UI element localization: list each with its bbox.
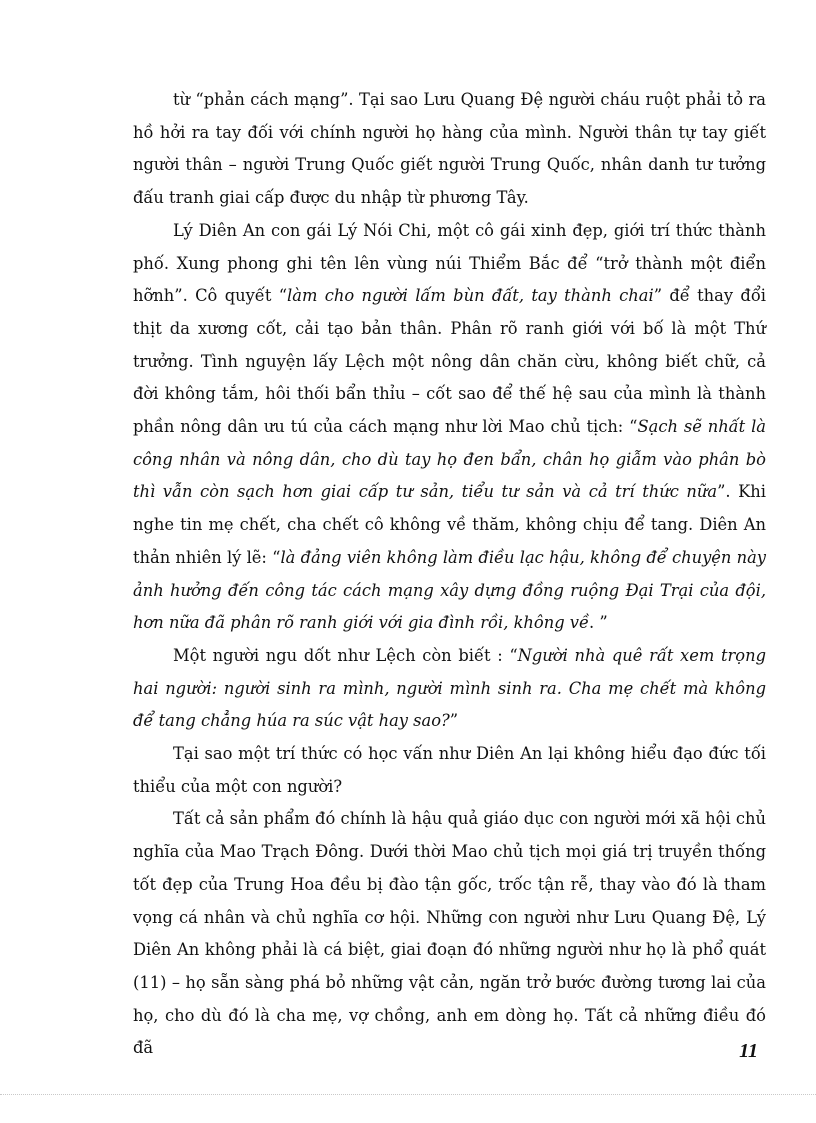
text-run: . ”	[589, 613, 608, 633]
italic-quote: là đảng viên không làm điều lạc hậu, không để chuyện này ảnh hưởng đến công tác cách mạng xây dựng đồng ruộng Đại Trại của đội, hơn nữa đã phân rõ ranh giới với gia đình rồi, không về	[133, 547, 766, 633]
text-run: Một người ngu dốt như Lệch còn biết : “	[173, 645, 518, 665]
body-text	[133, 84, 766, 1065]
paragraph	[133, 738, 766, 803]
text-run: ”	[449, 711, 459, 731]
text-run: ” để thay đổi thịt da xương cốt, cải tạo bản thân. Phân rõ ranh giới với bố là một Thứ trưởng. Tình nguyện lấy Lệch một nông dân chăn cừu, không biết chữ, cả đời không tắm, hôi thối bẩn thỉu – cốt sao để thế hệ sau của mình là thành phần nông dân ưu tú của cách mạng như lời Mao chủ tịch: “	[133, 286, 767, 437]
text-run: Lý Diên An con gái Lý Nói Chi, một cô gái xinh đẹp, giới trí thức thành phố. Xung phong ghi tên lên vùng núi Thiểm Bắc để “trở thành một điển hỡnh”. Cô quyết “	[133, 220, 766, 306]
paragraph	[133, 84, 766, 215]
paragraph	[133, 803, 766, 1065]
italic-quote: Người nhà quê rất xem trọng hai người: người sinh ra mình, người mình sinh ra. Cha mẹ chết mà không để tang chẳng húa ra súc vật hay sao?	[133, 645, 766, 731]
paragraph	[133, 640, 766, 738]
text-run: ”. Khi nghe tin mẹ chết, cha chết cô không về thăm, không chịu để tang. Diên An thản nhiên lý lẽ: “	[133, 482, 767, 567]
page-number: 11	[739, 1040, 758, 1062]
italic-quote: Sạch sẽ nhất là công nhân và nông dân, cho dù tay họ đen bẩn, chân họ giẫm vào phân bò thì vẫn còn sạch hơn giai cấp tư sản, tiểu tư sản và cả trí thức nữa	[133, 417, 766, 502]
text-run: Tất cả sản phẩm đó chính là hậu quả giáo dục con người mới xã hội chủ nghĩa của Mao Trạch Đông. Dưới thời Mao chủ tịch mọi giá trị truyền thống tốt đẹp của Trung Hoa đều bị đào tận gốc, trốc tận rễ, thay vào đó là tham vọng cá nhân và chủ nghĩa cơ hội. Những con người như Lưu Quang Đệ, Lý Diên An không phải là cá biệt, giai đoạn đó những người như họ là phổ quát (11) – họ sẵn sàng phá bỏ những vật cản, ngăn trở bước đường tương lai của họ, cho dù đó là cha mẹ, vợ chồng, anh em dòng họ. Tất cả những điều đó đã	[133, 809, 766, 1058]
text-run: Tại sao một trí thức có học vấn như Diên An lại không hiểu đạo đức tối thiểu của một con người?	[133, 744, 766, 796]
page-bottom-divider	[0, 1094, 816, 1095]
text-run: từ “phản cách mạng”. Tại sao Lưu Quang Đệ người cháu ruột phải tỏ ra hồ hởi ra tay đối với chính người họ hàng của mình. Người thân tự tay giết người thân – người Trung Quốc giết người Trung Quốc, nhân danh tư tưởng đấu tranh giai cấp được du nhập từ phương Tây.	[133, 90, 766, 208]
italic-quote: làm cho người lấm bùn đất, tay thành chai	[287, 286, 654, 306]
paragraph	[133, 215, 766, 640]
